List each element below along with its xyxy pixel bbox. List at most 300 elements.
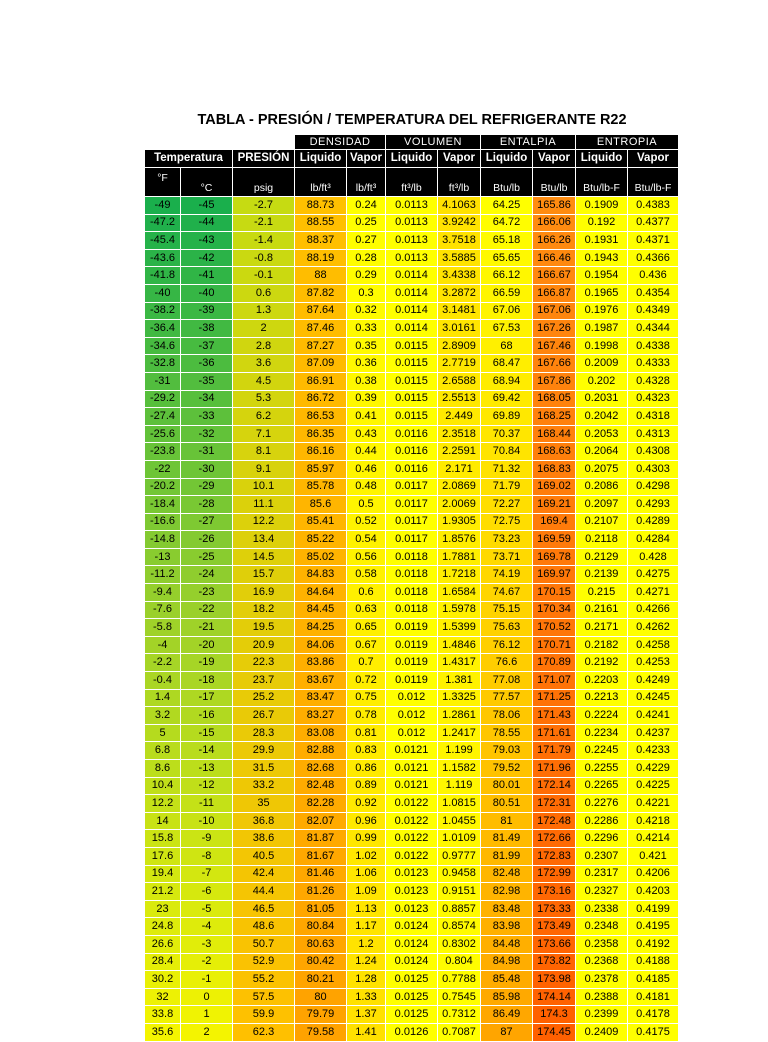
table-cell: 173.66 — [533, 935, 576, 953]
table-cell: 0.36 — [347, 355, 386, 373]
table-cell: 0.4271 — [628, 584, 679, 602]
table-cell: 0.2245 — [576, 742, 628, 760]
table-cell: 0 — [181, 988, 233, 1006]
table-cell: 18.2 — [233, 601, 295, 619]
table-cell: 167.26 — [533, 320, 576, 338]
table-cell: 3.1481 — [438, 302, 481, 320]
table-cell: -12 — [181, 777, 233, 795]
table-cell: 0.2129 — [576, 548, 628, 566]
table-cell: -1.4 — [233, 232, 295, 250]
table-cell: 168.05 — [533, 390, 576, 408]
table-cell: 4.1063 — [438, 197, 481, 215]
table-cell: 0.4206 — [628, 865, 679, 883]
table-cell: -29.2 — [145, 390, 181, 408]
table-cell: 1.4 — [145, 689, 181, 707]
table-cell: 0.27 — [347, 232, 386, 250]
table-cell: -21 — [181, 619, 233, 637]
table-row — [145, 601, 679, 619]
table-cell: 1.41 — [347, 1023, 386, 1041]
table-cell: 1.33 — [347, 988, 386, 1006]
table-cell: -8 — [181, 847, 233, 865]
table-row — [145, 795, 679, 813]
table-cell: 0.0124 — [386, 935, 438, 953]
table-cell: 0.89 — [347, 777, 386, 795]
table-cell: -41.8 — [145, 267, 181, 285]
table-cell: 0.0121 — [386, 777, 438, 795]
table-row — [145, 320, 679, 338]
table-cell: 0.4349 — [628, 302, 679, 320]
table-row — [145, 918, 679, 936]
table-cell: 0.2161 — [576, 601, 628, 619]
table-cell: 0.46 — [347, 460, 386, 478]
table-cell: 0.0113 — [386, 232, 438, 250]
table-cell: -41 — [181, 267, 233, 285]
table-cell: 11.1 — [233, 496, 295, 514]
table-cell: 88.73 — [295, 197, 347, 215]
table-cell: 69.42 — [481, 390, 533, 408]
table-cell: 0.56 — [347, 548, 386, 566]
table-cell: 0.92 — [347, 795, 386, 813]
table-cell: -13 — [145, 548, 181, 566]
table-cell: -24 — [181, 566, 233, 584]
table-cell: 0.0125 — [386, 971, 438, 989]
table-cell: -1 — [181, 971, 233, 989]
table-cell: 82.48 — [481, 865, 533, 883]
table-cell: 169.02 — [533, 478, 576, 496]
table-cell: 83.86 — [295, 654, 347, 672]
table-cell: 81 — [481, 812, 533, 830]
table-cell: 10.1 — [233, 478, 295, 496]
table-cell: 2.7719 — [438, 355, 481, 373]
table-cell: -13 — [181, 760, 233, 778]
table-row — [145, 777, 679, 795]
table-cell: 0.2388 — [576, 988, 628, 1006]
header-vapor-densidad: Vapor — [347, 150, 386, 168]
table-cell: 2 — [233, 320, 295, 338]
table-cell: 0.012 — [386, 689, 438, 707]
table-cell: 30.2 — [145, 971, 181, 989]
table-cell: 0.2139 — [576, 566, 628, 584]
table-cell: -45 — [181, 197, 233, 215]
table-cell: 0.2276 — [576, 795, 628, 813]
table-row — [145, 531, 679, 549]
table-cell: 38.6 — [233, 830, 295, 848]
table-cell: 168.63 — [533, 443, 576, 461]
table-cell: 33.2 — [233, 777, 295, 795]
table-cell: -5 — [181, 900, 233, 918]
table-cell: 0.4289 — [628, 513, 679, 531]
table-cell: 85.97 — [295, 460, 347, 478]
table-cell: 0.7 — [347, 654, 386, 672]
table-cell: -19 — [181, 654, 233, 672]
table-cell: 1.28 — [347, 971, 386, 989]
table-row — [145, 619, 679, 637]
table-cell: 171.61 — [533, 724, 576, 742]
table-cell: 3.2 — [145, 707, 181, 725]
table-cell: 0.0117 — [386, 478, 438, 496]
table-cell: -27.4 — [145, 408, 181, 426]
table-cell: 0.5 — [347, 496, 386, 514]
table-cell: 0.0117 — [386, 513, 438, 531]
table-cell: 71.79 — [481, 478, 533, 496]
table-cell: 0.67 — [347, 636, 386, 654]
table-cell: 0.0118 — [386, 548, 438, 566]
table-cell: 0.4371 — [628, 232, 679, 250]
table-cell: 172.83 — [533, 847, 576, 865]
table-cell: 0.0121 — [386, 742, 438, 760]
table-cell: 78.55 — [481, 724, 533, 742]
table-row — [145, 408, 679, 426]
unit-entropy-liquid: Btu/lb-F — [576, 168, 628, 197]
unit-celsius: °C — [181, 168, 233, 197]
table-cell: 3.7518 — [438, 232, 481, 250]
table-row — [145, 971, 679, 989]
group-entropia: ENTROPIA — [576, 135, 679, 150]
table-cell: 0.0114 — [386, 320, 438, 338]
table-row — [145, 935, 679, 953]
table-cell: 166.87 — [533, 284, 576, 302]
table-row — [145, 672, 679, 690]
table-cell: 85.48 — [481, 971, 533, 989]
table-cell: 64.25 — [481, 197, 533, 215]
table-cell: 84.64 — [295, 584, 347, 602]
header-liquido-volumen: Liquido — [386, 150, 438, 168]
table-cell: 0.58 — [347, 566, 386, 584]
table-cell: 0.0117 — [386, 496, 438, 514]
table-cell: 169.4 — [533, 513, 576, 531]
table-cell: 0.4333 — [628, 355, 679, 373]
table-cell: 3.2872 — [438, 284, 481, 302]
table-cell: 0.0125 — [386, 988, 438, 1006]
table-cell: 0.4344 — [628, 320, 679, 338]
table-cell: 73.71 — [481, 548, 533, 566]
table-cell: 80.42 — [295, 953, 347, 971]
table-cell: 0.63 — [347, 601, 386, 619]
table-cell: 0.52 — [347, 513, 386, 531]
table-cell: 78.06 — [481, 707, 533, 725]
header-liquido-entalpia: Liquido — [481, 150, 533, 168]
table-cell: 82.98 — [481, 883, 533, 901]
table-cell: 1.8576 — [438, 531, 481, 549]
table-cell: -25 — [181, 548, 233, 566]
table-cell: 69.89 — [481, 408, 533, 426]
table-cell: 0.4354 — [628, 284, 679, 302]
table-row — [145, 900, 679, 918]
table-cell: 172.99 — [533, 865, 576, 883]
table-cell: 1.06 — [347, 865, 386, 883]
table-cell: 0.0124 — [386, 918, 438, 936]
table-cell: 3.5885 — [438, 249, 481, 267]
table-cell: 169.59 — [533, 531, 576, 549]
table-cell: 0.2286 — [576, 812, 628, 830]
table-cell: -7 — [181, 865, 233, 883]
table-cell: 0.4195 — [628, 918, 679, 936]
table-cell: 6.8 — [145, 742, 181, 760]
table-cell: 13.4 — [233, 531, 295, 549]
table-cell: 0.1909 — [576, 197, 628, 215]
group-entalpia: ENTALPIA — [481, 135, 576, 150]
unit-density-vapor: lb/ft³ — [347, 168, 386, 197]
table-cell: 0.2097 — [576, 496, 628, 514]
table-cell: 0.7087 — [438, 1023, 481, 1041]
table-cell: 1.7881 — [438, 548, 481, 566]
table-cell: 2.171 — [438, 460, 481, 478]
table-cell: 0.4185 — [628, 971, 679, 989]
table-cell: 0.192 — [576, 214, 628, 232]
table-cell: 0.436 — [628, 267, 679, 285]
table-cell: 0.54 — [347, 531, 386, 549]
table-cell: -39 — [181, 302, 233, 320]
table-cell: 87 — [481, 1023, 533, 1041]
table-cell: 70.84 — [481, 443, 533, 461]
table-cell: 2.6588 — [438, 372, 481, 390]
table-cell: 0.1965 — [576, 284, 628, 302]
table-cell: 65.65 — [481, 249, 533, 267]
table-cell: 1.4317 — [438, 654, 481, 672]
table-cell: 0.0119 — [386, 619, 438, 637]
table-cell: 171.25 — [533, 689, 576, 707]
table-cell: 1.2861 — [438, 707, 481, 725]
table-cell: 80.63 — [295, 935, 347, 953]
table-cell: 168.25 — [533, 408, 576, 426]
table-cell: 82.88 — [295, 742, 347, 760]
table-row — [145, 372, 679, 390]
table-cell: 79.03 — [481, 742, 533, 760]
table-cell: 166.46 — [533, 249, 576, 267]
unit-volume-vapor: ft³/lb — [438, 168, 481, 197]
table-cell: 0.24 — [347, 197, 386, 215]
table-cell: 2.0869 — [438, 478, 481, 496]
table-cell: 0.4203 — [628, 883, 679, 901]
table-cell: 0.2171 — [576, 619, 628, 637]
table-cell: 0.0114 — [386, 284, 438, 302]
table-row — [145, 847, 679, 865]
table-cell: 19.4 — [145, 865, 181, 883]
table-cell: 0.75 — [347, 689, 386, 707]
table-cell: 172.48 — [533, 812, 576, 830]
table-cell: 0.2075 — [576, 460, 628, 478]
table-cell: 0.2234 — [576, 724, 628, 742]
table-cell: 10.4 — [145, 777, 181, 795]
table-row — [145, 496, 679, 514]
table-cell: 0.4199 — [628, 900, 679, 918]
table-cell: 0.2327 — [576, 883, 628, 901]
table-cell: 52.9 — [233, 953, 295, 971]
table-cell: 171.96 — [533, 760, 576, 778]
table-cell: -20 — [181, 636, 233, 654]
table-cell: 167.06 — [533, 302, 576, 320]
table-cell: 82.68 — [295, 760, 347, 778]
table-cell: 0.4225 — [628, 777, 679, 795]
table-cell: 0.1976 — [576, 302, 628, 320]
column-header-row — [145, 150, 679, 168]
table-cell: -18.4 — [145, 496, 181, 514]
table-cell: 0.83 — [347, 742, 386, 760]
table-cell: 0.7788 — [438, 971, 481, 989]
table-row — [145, 566, 679, 584]
table-cell: 85.41 — [295, 513, 347, 531]
table-row — [145, 988, 679, 1006]
table-cell: 0.0116 — [386, 425, 438, 443]
table-cell: 172.31 — [533, 795, 576, 813]
header-vapor-volumen: Vapor — [438, 150, 481, 168]
table-cell: 0.4308 — [628, 443, 679, 461]
table-cell: 14.5 — [233, 548, 295, 566]
table-cell: 0.96 — [347, 812, 386, 830]
table-cell: 0.2009 — [576, 355, 628, 373]
table-row — [145, 724, 679, 742]
table-cell: 0.4303 — [628, 460, 679, 478]
table-cell: 174.45 — [533, 1023, 576, 1041]
table-cell: 1.6584 — [438, 584, 481, 602]
table-cell: 166.67 — [533, 267, 576, 285]
table-cell: -28 — [181, 496, 233, 514]
table-cell: 0.4221 — [628, 795, 679, 813]
table-cell: 0.6 — [347, 584, 386, 602]
table-cell: 12.2 — [145, 795, 181, 813]
table-row — [145, 425, 679, 443]
table-row — [145, 443, 679, 461]
table-cell: 5.3 — [233, 390, 295, 408]
table-row — [145, 1023, 679, 1041]
table-cell: -30 — [181, 460, 233, 478]
table-row — [145, 355, 679, 373]
unit-enthalpy-liquid: Btu/lb — [481, 168, 533, 197]
table-cell: 0.0115 — [386, 372, 438, 390]
table-cell: -15 — [181, 724, 233, 742]
table-cell: 0.29 — [347, 267, 386, 285]
table-cell: -16 — [181, 707, 233, 725]
table-cell: -34.6 — [145, 337, 181, 355]
table-cell: 0.33 — [347, 320, 386, 338]
table-cell: 80.51 — [481, 795, 533, 813]
table-cell: 0.012 — [386, 707, 438, 725]
table-cell: -45.4 — [145, 232, 181, 250]
table-cell: 35 — [233, 795, 295, 813]
table-cell: 82.07 — [295, 812, 347, 830]
header-liquido-entropia: Liquido — [576, 150, 628, 168]
table-cell: 169.97 — [533, 566, 576, 584]
table-cell: -2.2 — [145, 654, 181, 672]
table-cell: 5 — [145, 724, 181, 742]
table-cell: -6 — [181, 883, 233, 901]
table-cell: 0.4218 — [628, 812, 679, 830]
table-cell: 36.8 — [233, 812, 295, 830]
table-cell: 0.4377 — [628, 214, 679, 232]
table-cell: 15.8 — [145, 830, 181, 848]
table-cell: 64.72 — [481, 214, 533, 232]
table-cell: 0.1943 — [576, 249, 628, 267]
table-cell: 173.98 — [533, 971, 576, 989]
table-row — [145, 830, 679, 848]
table-cell: 68.47 — [481, 355, 533, 373]
table-cell: 0.4178 — [628, 1006, 679, 1024]
table-cell: 1.37 — [347, 1006, 386, 1024]
table-cell: 1.13 — [347, 900, 386, 918]
table-cell: 84.45 — [295, 601, 347, 619]
table-cell: 0.0114 — [386, 267, 438, 285]
table-cell: 66.59 — [481, 284, 533, 302]
table-cell: 68.94 — [481, 372, 533, 390]
table-cell: 2.3518 — [438, 425, 481, 443]
table-cell: 0.4192 — [628, 935, 679, 953]
table-row — [145, 460, 679, 478]
unit-volume-liquid: ft³/lb — [386, 168, 438, 197]
table-cell: 0.4284 — [628, 531, 679, 549]
table-cell: 0.4249 — [628, 672, 679, 690]
table-cell: 83.08 — [295, 724, 347, 742]
table-cell: 59.9 — [233, 1006, 295, 1024]
table-cell: 0.0122 — [386, 847, 438, 865]
table-cell: 0.9777 — [438, 847, 481, 865]
table-cell: 0.4241 — [628, 707, 679, 725]
table-cell: 167.66 — [533, 355, 576, 373]
table-cell: 171.07 — [533, 672, 576, 690]
unit-entropy-vapor: Btu/lb-F — [628, 168, 679, 197]
table-cell: -9.4 — [145, 584, 181, 602]
table-cell: 1.1582 — [438, 760, 481, 778]
table-cell: -4 — [145, 636, 181, 654]
table-cell: 81.46 — [295, 865, 347, 883]
table-cell: -2.1 — [233, 214, 295, 232]
table-cell: 79.52 — [481, 760, 533, 778]
table-cell: 172.66 — [533, 830, 576, 848]
table-cell: 0.4245 — [628, 689, 679, 707]
table-cell: 79.79 — [295, 1006, 347, 1024]
table-cell: 0.012 — [386, 724, 438, 742]
table-cell: 171.43 — [533, 707, 576, 725]
table-cell: 0.215 — [576, 584, 628, 602]
table-cell: 77.08 — [481, 672, 533, 690]
table-cell: 87.64 — [295, 302, 347, 320]
table-cell: -9 — [181, 830, 233, 848]
table-cell: 87.46 — [295, 320, 347, 338]
table-row — [145, 707, 679, 725]
table-cell: -2.7 — [233, 197, 295, 215]
table-cell: 0.4237 — [628, 724, 679, 742]
table-cell: 1.2 — [347, 935, 386, 953]
table-cell: 0.4188 — [628, 953, 679, 971]
table-cell: -33 — [181, 408, 233, 426]
table-cell: 24.8 — [145, 918, 181, 936]
table-cell: -0.1 — [233, 267, 295, 285]
table-cell: 68 — [481, 337, 533, 355]
table-cell: 3.9242 — [438, 214, 481, 232]
table-cell: 84.06 — [295, 636, 347, 654]
unit-enthalpy-vapor: Btu/lb — [533, 168, 576, 197]
table-cell: 1.4846 — [438, 636, 481, 654]
table-cell: 48.6 — [233, 918, 295, 936]
units-row — [145, 168, 679, 197]
table-cell: 88 — [295, 267, 347, 285]
table-cell: -43 — [181, 232, 233, 250]
header-vapor-entalpia: Vapor — [533, 150, 576, 168]
table-cell: 16.9 — [233, 584, 295, 602]
table-cell: 0.2107 — [576, 513, 628, 531]
table-cell: 173.33 — [533, 900, 576, 918]
table-cell: 22.3 — [233, 654, 295, 672]
table-cell: 0.428 — [628, 548, 679, 566]
table-cell: -27 — [181, 513, 233, 531]
table-cell: -36.4 — [145, 320, 181, 338]
table-cell: 0.4328 — [628, 372, 679, 390]
unit-fahrenheit: °F — [145, 168, 181, 197]
table-cell: 70.37 — [481, 425, 533, 443]
table-cell: 88.19 — [295, 249, 347, 267]
table-cell: 72.75 — [481, 513, 533, 531]
table-cell: -14.8 — [145, 531, 181, 549]
table-cell: 0.0113 — [386, 249, 438, 267]
